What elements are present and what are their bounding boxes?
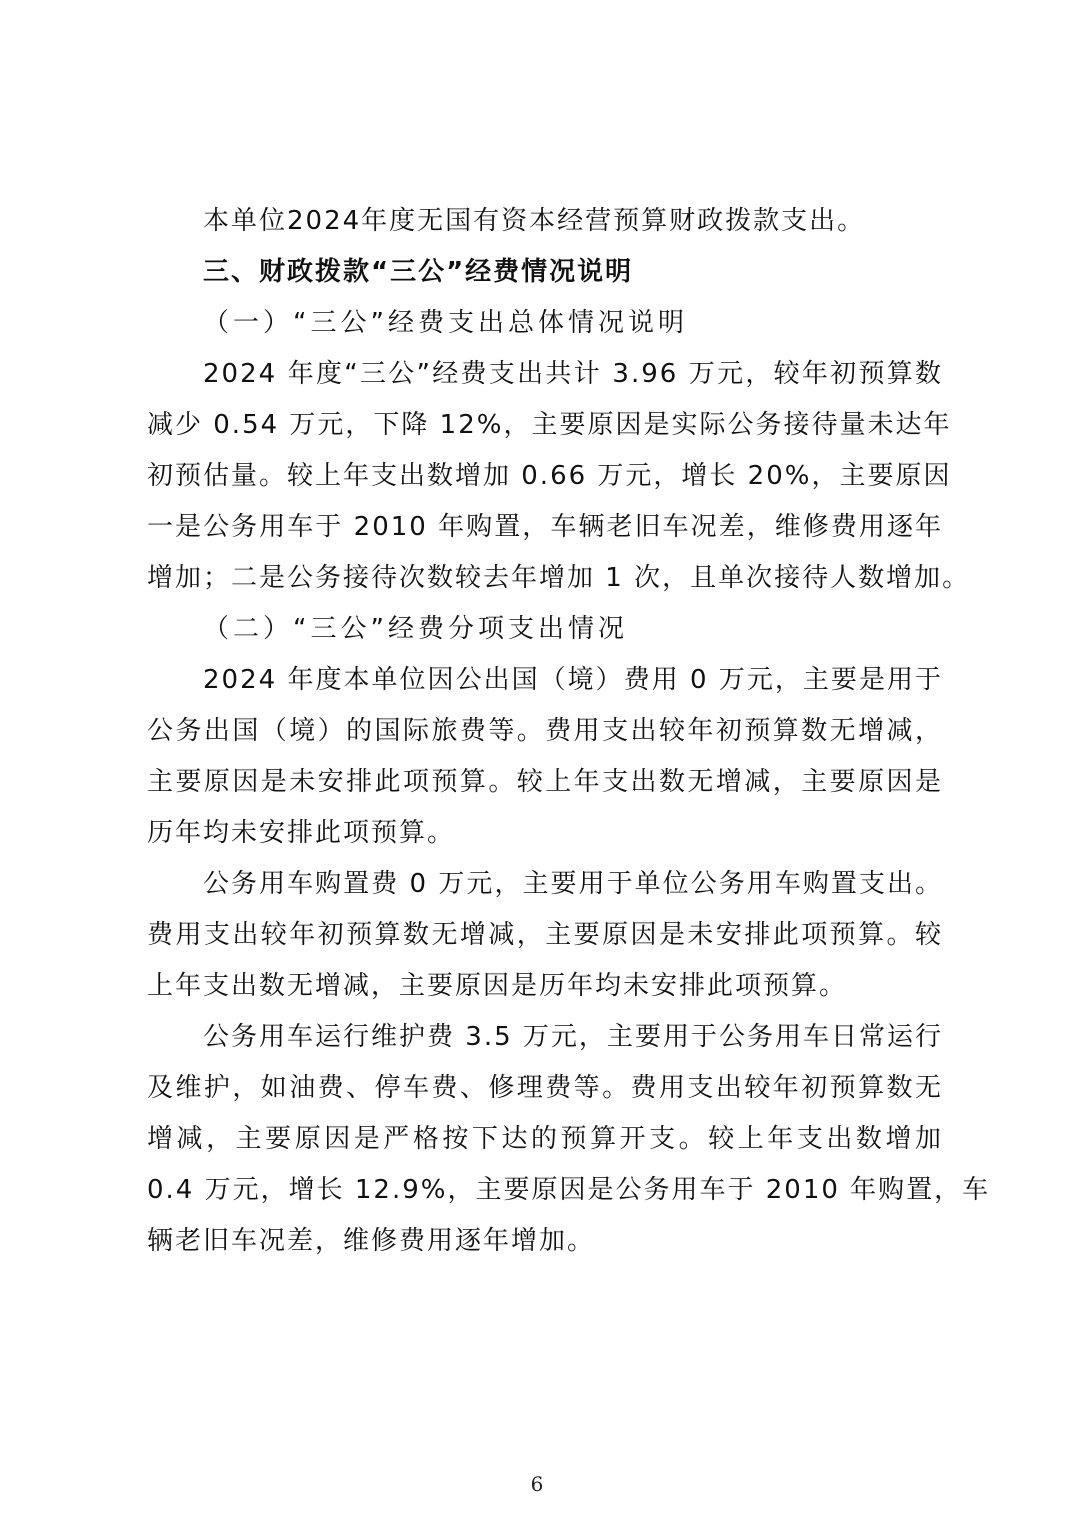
subsection-heading: （一）“三公”经费支出总体情况说明 (203, 308, 688, 338)
paragraph-line: 减少 0.54 万元，下降 12%，主要原因是实际公务接待量未达年 (147, 410, 952, 440)
paragraph-line: 0.4 万元，增长 12.9%，主要原因是公务用车于 2010 年购置，车 (147, 1175, 991, 1205)
paragraph-line: 主要原因是未安排此项预算。较上年支出数无增减，主要原因是 (147, 767, 943, 797)
paragraph-line: 历年均未安排此项预算。 (147, 818, 456, 848)
paragraph-line: 2024 年度“三公”经费支出共计 3.96 万元，较年初预算数 (203, 359, 943, 389)
paragraph-line: 初预估量。较上年支出数增加 0.66 万元，增长 20%，主要原因 (147, 461, 952, 491)
paragraph-line: 公务用车运行维护费 3.5 万元，主要用于公务用车日常运行 (203, 1022, 943, 1052)
paragraph-line: 公务用车购置费 0 万元，主要用于单位公务用车购置支出。 (203, 869, 943, 899)
paragraph-line: 增加；二是公务接待次数较去年增加 1 次，且单次接待人数增加。 (147, 563, 971, 593)
paragraph-line: 增减，主要原因是严格按下达的预算开支。较上年支出数增加 (147, 1124, 943, 1154)
paragraph-line: 一是公务用车于 2010 年购置，车辆老旧车况差，维修费用逐年 (147, 512, 943, 542)
paragraph-line: 费用支出较年初预算数无增减，主要原因是未安排此项预算。较 (147, 920, 943, 950)
paragraph-line: 2024 年度本单位因公出国（境）费用 0 万元，主要是用于 (203, 665, 943, 695)
paragraph-line: 本单位2024年度无国有资本经营预算财政拨款支出。 (203, 206, 866, 236)
paragraph-line: 及维护，如油费、停车费、修理费等。费用支出较年初预算数无 (147, 1073, 943, 1103)
section-heading: 三、财政拨款“三公”经费情况说明 (203, 257, 634, 287)
paragraph-line: 上年支出数无增减，主要原因是历年均未安排此项预算。 (147, 971, 848, 1001)
document-body (147, 196, 991, 1267)
page-number: 6 (530, 1472, 544, 1496)
paragraph-line: 公务出国（境）的国际旅费等。费用支出较年初预算数无增减， (147, 716, 943, 746)
subsection-heading: （二）“三公”经费分项支出情况 (203, 614, 628, 644)
paragraph-line: 辆老旧车况差，维修费用逐年增加。 (147, 1226, 596, 1256)
